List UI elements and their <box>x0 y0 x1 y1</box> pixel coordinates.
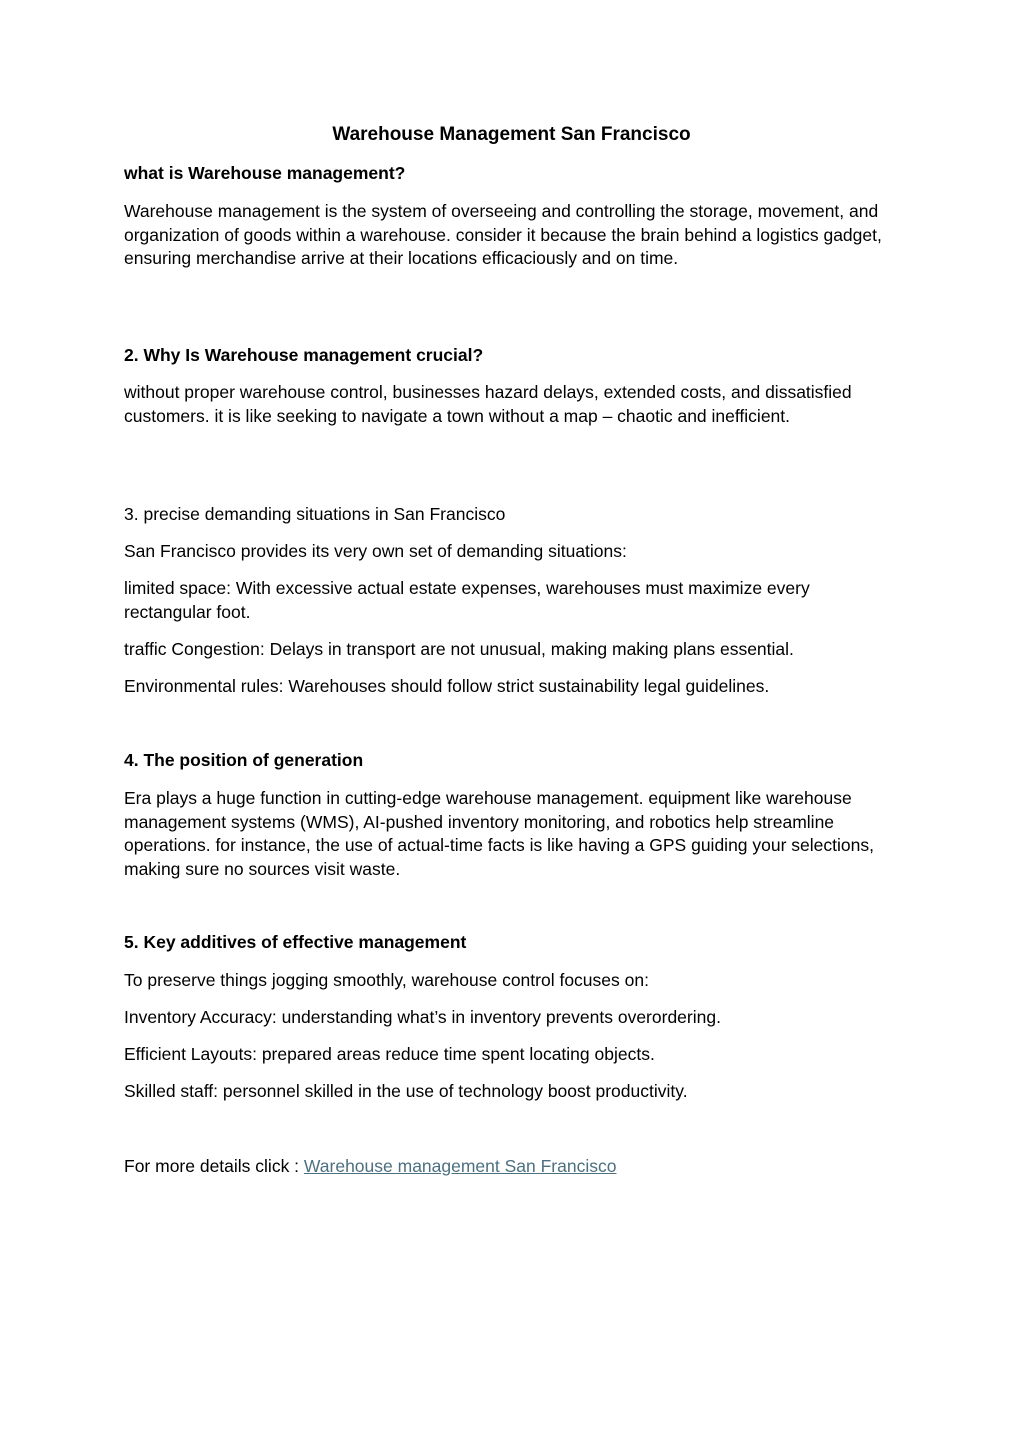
document-title: Warehouse Management San Francisco <box>332 124 691 145</box>
section-3-item-environmental: Environmental rules: Warehouses should follow strict sustainability legal guidelines. <box>124 676 770 696</box>
section-3-item-traffic: traffic Congestion: Delays in transport are not unusual, making making plans essential. <box>124 639 794 659</box>
section-2-heading: 2. Why Is Warehouse management crucial? <box>124 345 484 365</box>
section-3-intro: San Francisco provides its very own set of demanding situations: <box>124 541 627 561</box>
section-5-intro: To preserve things jogging smoothly, warehouse control focuses on: <box>124 970 649 990</box>
section-4-heading: 4. The position of generation <box>124 750 364 770</box>
section-5-item-layouts: Efficient Layouts: prepared areas reduce time spent locating objects. <box>124 1044 655 1064</box>
section-5-item-inventory: Inventory Accuracy: understanding what’s in inventory prevents overordering. <box>124 1007 721 1027</box>
warehouse-management-link[interactable]: Warehouse management San Francisco <box>303 1156 617 1176</box>
footer-prefix: For more details click : <box>124 1156 304 1176</box>
section-2-paragraph: without proper warehouse control, businesses hazard delays, extended costs, and dissatisfied customers. it is like seeking to navigate a town without a map – chaotic and inefficient. <box>124 382 852 426</box>
section-1-heading: what is Warehouse management? <box>124 163 406 183</box>
section-1-paragraph: Warehouse management is the system of overseeing and controlling the storage, movement, and organization of goods within a warehouse. consider it because the brain behind a logistics gadget, ensuring merchandise arrive at their locations efficaciously and on time. <box>124 201 882 268</box>
section-4-paragraph: Era plays a huge function in cutting-edge warehouse management. equipment like warehouse management systems (WMS), AI-pushed inventory monitoring, and robotics help streamline operations. for instance, the use of actual-time facts is like having a GPS guiding your selections, making sure no sources visit waste. <box>124 788 874 879</box>
section-5-item-staff: Skilled staff: personnel skilled in the use of technology boost productivity. <box>124 1081 688 1101</box>
section-3-heading: 3. precise demanding situations in San Francisco <box>124 504 506 524</box>
footer-line <box>124 1155 900 1179</box>
section-3-item-limited-space: limited space: With excessive actual estate expenses, warehouses must maximize every rectangular foot. <box>124 578 810 622</box>
section-5-heading: 5. Key additives of effective management <box>124 932 467 952</box>
